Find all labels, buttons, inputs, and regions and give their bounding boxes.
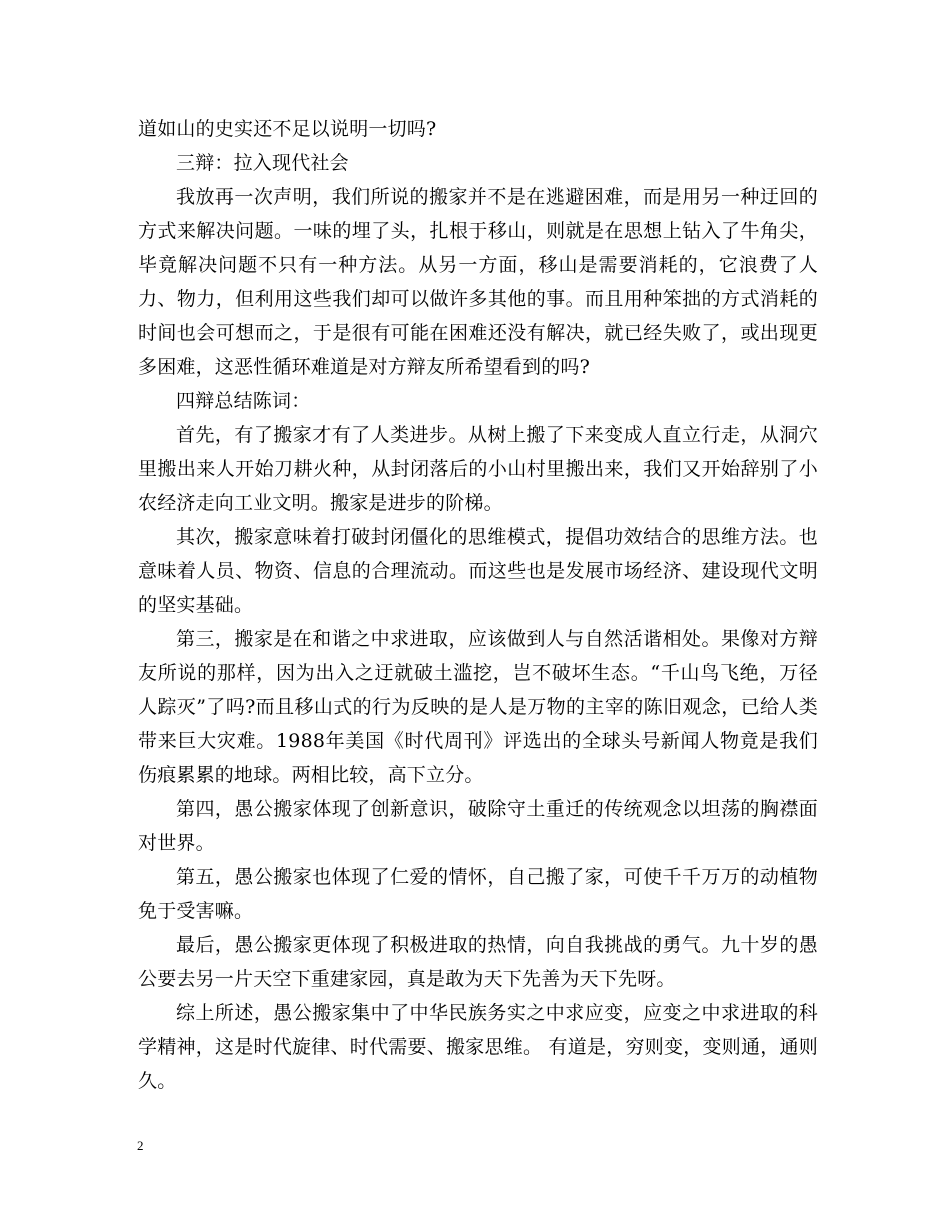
paragraph-second-point: 其次，搬家意味着打破封闭僵化的思维模式，提倡功效结合的思维方法。也意味着人员、物资、信息的合理流动。而这些也是发展市场经济、建设现代文明的坚实基础。 [138,526,818,616]
page-number: 2 [137,1138,144,1153]
paragraph-third-debater: 我放再一次声明，我们所说的搬家并不是在逃避困难，而是用另一种迂回的方式来解决问题。一味的埋了头，扎根于移山，则就是在思想上钻入了牛角尖，毕竟解决问题不只有一种方法。从另一方面，移山是需要消耗的，它浪费了人力、物力，但利用这些我们却可以做许多其他的事。而且用种笨拙的方式消耗的时间也会可想而之，于是很有可能在困难还没有解决，就已经失败了，或出现更多困难，这恶性循环难道是对方辩友所希望看到的吗? [138,186,818,378]
paragraph-fourth-point: 第四，愚公搬家体现了创新意识，破除守土重迁的传统观念以坦荡的胸襟面对世界。 [138,798,818,854]
paragraph-first-point: 首先，有了搬家才有了人类进步。从树上搬了下来变成人直立行走，从洞穴里搬出来人开始刀耕火种，从封闭落后的小山村里搬出来，我们又开始辞别了小农经济走向工业文明。搬家是进步的阶梯。 [138,424,818,514]
paragraph-third-point: 第三，搬家是在和谐之中求进取，应该做到人与自然活谐相处。果像对方辩友所说的那样，因为出入之迂就破土滥挖，岂不破坏生态。“千山鸟飞绝，万径人踪灭”了吗?而且移山式的行为反映的是人是万物的主宰的陈旧观念，已给人类带来巨大灾难。1988年美国《时代周刊》评选出的全球头号新闻人物竟是我们伤痕累累的地球。两相比较，高下立分。 [138,628,818,786]
heading-third-debater: 三辩：拉入现代社会 [176,152,349,174]
paragraph-conclusion: 综上所述，愚公搬家集中了中华民族务实之中求应变，应变之中求进取的科学精神，这是时代旋律、时代需要、搬家思维。 有道是，穷则变，变则通，通则久。 [138,1002,818,1092]
paragraph-fifth-point: 第五，愚公搬家也体现了仁爱的情怀，自己搬了家，可使千千万万的动植物免于受害嘛。 [138,866,818,922]
paragraph-final-point: 最后，愚公搬家更体现了积极进取的热情，向自我挑战的勇气。九十岁的愚公要去另一片天空下重建家园，真是敢为天下先善为天下先呀。 [138,934,818,990]
body-text [138,112,818,1098]
heading-fourth-debater: 四辩总结陈词： [176,390,311,412]
paragraph-continuation: 道如山的史实还不足以说明一切吗? [138,118,437,140]
